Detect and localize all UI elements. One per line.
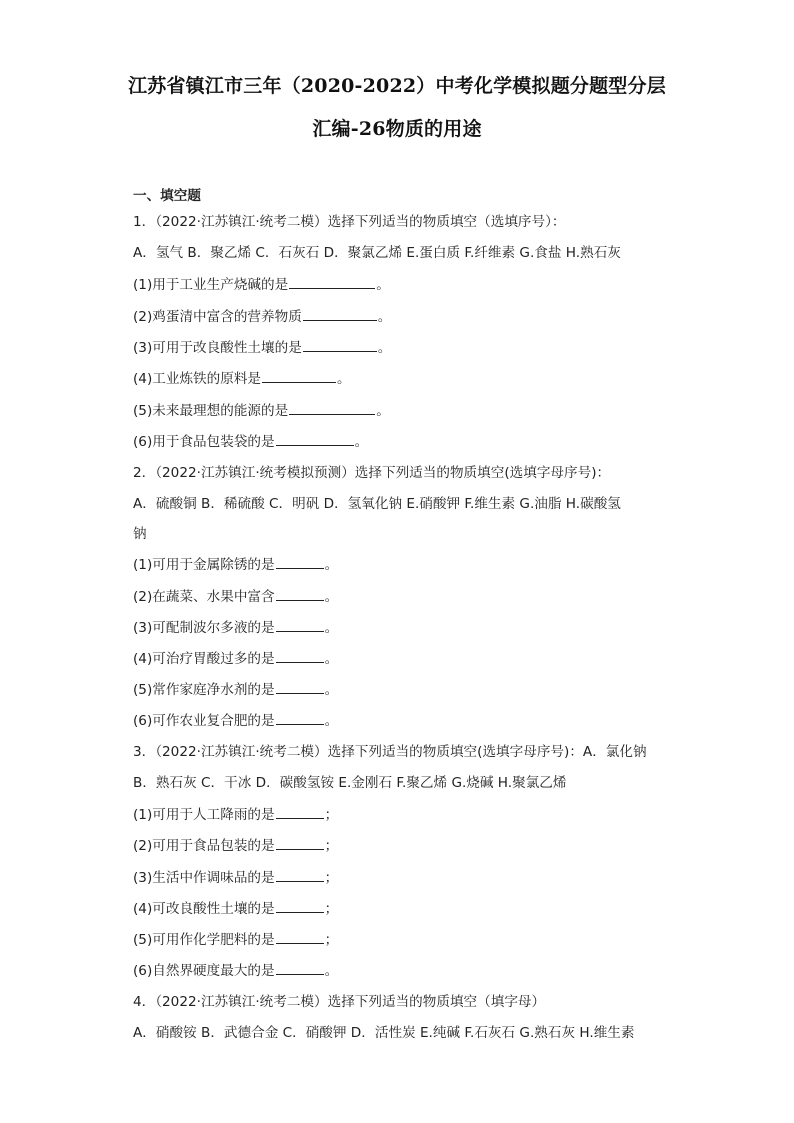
q2-options-line-1: A．硫酸铜 B．稀硫酸 C．明矾 D．氢氧化钠 E.硝酸钾 F.维生素 G.油脂 H.碳酸氢 <box>133 496 621 512</box>
q3-item-2 <box>133 837 338 855</box>
q3-item-3-text: (3)生活中作调味品的是 <box>133 870 275 886</box>
q1-item-4-end: 。 <box>337 371 351 387</box>
q3-item-1-end: ； <box>324 807 339 823</box>
q2-item-4-text: (4)可治疗胃酸过多的是 <box>133 651 275 667</box>
q1-item-1 <box>133 276 390 294</box>
q2-stem: 2．（2022·江苏镇江·统考模拟预测）选择下列适当的物质填空(选填字母序号)： <box>133 465 611 481</box>
q3-item-6 <box>133 962 338 980</box>
q1-stem: 1．（2022·江苏镇江·统考二模）选择下列适当的物质填空（选填序号）： <box>133 214 566 230</box>
q2-item-5-blank[interactable] <box>276 681 324 694</box>
q3-item-3-blank[interactable] <box>276 869 324 882</box>
q2-item-6-end: 。 <box>324 713 339 729</box>
q2-item-2-blank[interactable] <box>276 588 324 601</box>
q3-item-5-end: ； <box>324 932 339 948</box>
q2-item-6-blank[interactable] <box>276 712 324 725</box>
q1-item-1-blank[interactable] <box>289 276 375 289</box>
q1-item-3-blank[interactable] <box>303 339 377 352</box>
q3-item-3 <box>133 869 338 887</box>
q1-item-3-end: 。 <box>377 340 392 356</box>
q3-item-6-blank[interactable] <box>276 962 324 975</box>
q2-item-1 <box>133 556 338 574</box>
q4-stem: 4．（2022·江苏镇江·统考二模）选择下列适当的物质填空（填字母） <box>133 994 546 1010</box>
q3-item-5-text: (5)可用作化学肥料的是 <box>133 932 275 948</box>
q2-item-1-text: (1)可用于金属除锈的是 <box>133 557 275 573</box>
q1-item-6 <box>133 433 368 451</box>
q2-item-2-end: 。 <box>324 589 339 605</box>
q3-item-6-text: (6)自然界硬度最大的是 <box>133 963 275 979</box>
q2-options-line-2: 钠 <box>133 526 147 542</box>
q2-item-1-blank[interactable] <box>276 556 324 569</box>
q1-item-4-text: (4)工业炼铁的原料是 <box>133 371 262 387</box>
q3-item-5-blank[interactable] <box>276 931 324 944</box>
q3-item-5 <box>133 931 338 949</box>
q2-item-2 <box>133 588 338 606</box>
q2-item-5-end: 。 <box>324 682 339 698</box>
q2-item-6 <box>133 712 338 730</box>
q1-item-2-end: 。 <box>377 309 392 325</box>
q1-item-6-text: (6)用于食品包装袋的是 <box>133 434 275 450</box>
q1-item-5 <box>133 402 390 420</box>
q1-item-4 <box>133 370 351 388</box>
q1-item-3 <box>133 339 391 357</box>
q1-item-2-blank[interactable] <box>303 308 377 321</box>
q4-options: A．硝酸铵 B．武德合金 C．硝酸钾 D．活性炭 E.纯碱 F.石灰石 G.熟石灰 H.维生素 <box>133 1025 635 1041</box>
q3-item-4-text: (4)可改良酸性土壤的是 <box>133 901 275 917</box>
q1-item-1-text: (1)用于工业生产烧碱的是 <box>133 277 289 293</box>
q3-item-1 <box>133 806 338 824</box>
q1-item-5-text: (5)未来最理想的能源的是 <box>133 403 289 419</box>
q2-item-5-text: (5)常作家庭净水剂的是 <box>133 682 275 698</box>
q2-item-3-text: (3)可配制波尔多液的是 <box>133 620 275 636</box>
q1-item-1-end: 。 <box>376 277 390 293</box>
document-title-line-1: 江苏省镇江市三年（2020-2022）中考化学模拟题分题型分层 <box>128 75 666 97</box>
q2-item-4 <box>133 650 338 668</box>
q2-item-4-end: 。 <box>324 651 339 667</box>
q2-item-3-blank[interactable] <box>276 619 324 632</box>
q2-item-2-text: (2)在蔬菜、水果中富含 <box>133 589 275 605</box>
q3-item-4-end: ； <box>324 901 339 917</box>
document-title-line-2: 汇编-26物质的用途 <box>312 118 482 140</box>
q3-item-3-end: ； <box>324 870 339 886</box>
q1-item-5-end: 。 <box>376 403 390 419</box>
q1-item-2-text: (2)鸡蛋清中富含的营养物质 <box>133 309 302 325</box>
q1-item-4-blank[interactable] <box>262 370 336 383</box>
q2-item-3 <box>133 619 338 637</box>
q3-item-1-blank[interactable] <box>276 806 324 819</box>
q1-options: A．氢气 B．聚乙烯 C．石灰石 D．聚氯乙烯 E.蛋白质 F.纤维素 G.食盐 H.熟石灰 <box>133 245 621 261</box>
q3-item-1-text: (1)可用于人工降雨的是 <box>133 807 275 823</box>
q3-item-4 <box>133 900 338 918</box>
q1-item-6-end: 。 <box>354 434 369 450</box>
q3-item-2-end: ； <box>324 838 339 854</box>
q1-item-5-blank[interactable] <box>289 402 375 415</box>
q1-item-3-text: (3)可用于改良酸性土壤的是 <box>133 340 302 356</box>
q3-stem: 3．（2022·江苏镇江·统考二模）选择下列适当的物质填空(选填字母序号)：A．氯化钠 <box>133 744 647 760</box>
q2-item-3-end: 。 <box>324 620 339 636</box>
q2-item-4-blank[interactable] <box>276 650 324 663</box>
q3-item-6-end: 。 <box>324 963 339 979</box>
q2-item-5 <box>133 681 338 699</box>
q2-item-1-end: 。 <box>324 557 339 573</box>
q3-options: B．熟石灰 C．干冰 D．碳酸氢铵 E.金刚石 F.聚乙烯 G.烧碱 H.聚氯乙烯 <box>133 775 567 791</box>
q3-item-2-blank[interactable] <box>276 837 324 850</box>
q3-item-4-blank[interactable] <box>276 900 324 913</box>
section-heading: 一、填空题 <box>133 188 201 204</box>
q3-item-2-text: (2)可用于食品包装的是 <box>133 838 275 854</box>
q1-item-2 <box>133 308 391 326</box>
q1-item-6-blank[interactable] <box>276 433 354 446</box>
q2-item-6-text: (6)可作农业复合肥的是 <box>133 713 275 729</box>
